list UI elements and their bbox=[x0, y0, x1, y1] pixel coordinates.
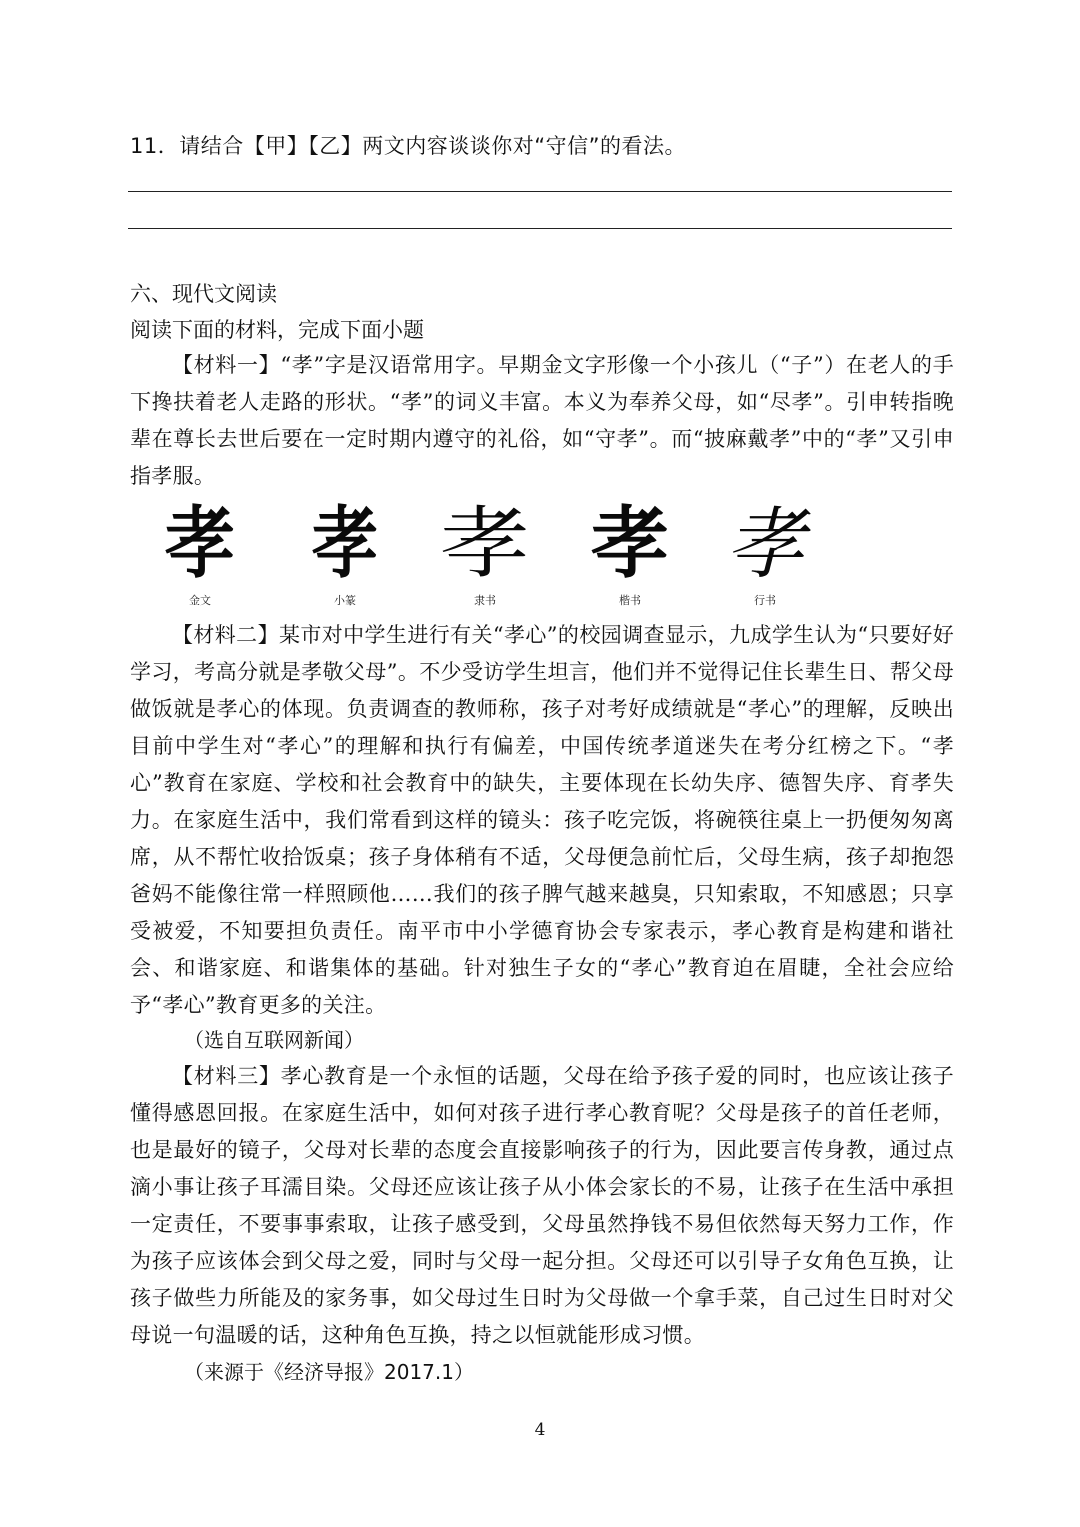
section-title: 六、现代文阅读 bbox=[130, 282, 277, 306]
answer-line bbox=[128, 228, 952, 229]
glyph-jinwen-caption: 金文 bbox=[189, 594, 211, 607]
xiao-script-figure bbox=[140, 498, 804, 610]
material-2-tag: 【材料二】 bbox=[172, 623, 279, 647]
glyph-xiaozhuan-caption: 小篆 bbox=[334, 594, 356, 607]
material-3-paragraph bbox=[130, 1058, 954, 1354]
glyph-lishu bbox=[425, 498, 545, 608]
glyph-xingshu-caption: 行书 bbox=[754, 594, 776, 607]
glyph-xiaozhuan-char: 孝 bbox=[311, 499, 379, 589]
page-number: 4 bbox=[534, 1420, 546, 1440]
material-2-paragraph bbox=[130, 617, 954, 1024]
glyph-xingshu-char: 孝 bbox=[725, 500, 804, 588]
material-1-paragraph bbox=[130, 347, 954, 495]
glyph-jinwen bbox=[140, 498, 260, 608]
glyph-kaishu-char: 孝 bbox=[590, 498, 669, 589]
glyph-jinwen-char: 孝 bbox=[164, 498, 236, 589]
material-1-text: “孝”字是汉语常用字。早期金文字形像一个小孩儿（“子”）在老人的手下搀扶着老人走路的形状。“孝”的词义丰富。本义为奉养父母，如“尽孝”。引申转指晚辈在尊长去世后要在一定时期内遵守的礼俗，如“守孝”。而“披麻戴孝”中的“孝”又引申指孝服。 bbox=[130, 353, 955, 488]
glyph-xingshu bbox=[705, 498, 825, 608]
material-3-source: （来源于《经济导报》2017.1） bbox=[184, 1360, 474, 1384]
glyph-lishu-char: 孝 bbox=[440, 500, 530, 587]
glyph-kaishu bbox=[570, 498, 690, 608]
glyph-xiaozhuan bbox=[285, 498, 405, 608]
section-instruction: 阅读下面的材料，完成下面小题 bbox=[130, 318, 424, 342]
material-1-tag: 【材料一】 bbox=[172, 353, 281, 377]
material-2-text: 某市对中学生进行有关“孝心”的校园调查显示，九成学生认为“只要好好学习，考高分就是孝敬父母”。不少受访学生坦言，他们并不觉得记住长辈生日、帮父母做饭就是孝心的体现。负责调查的教师称，孩子对考好成绩就是“孝心”的理解，反映出目前中学生对“孝心”的理解和执行有偏差，中国传统孝道迷失在考分红榜之下。“孝心”教育在家庭、学校和社会教育中的缺失，主要体现在长幼失序、德智失序、育孝失力。在家庭生活中，我们常看到这样的镜头：孩子吃完饭，将碗筷往桌上一扔便匆匆离席，从不帮忙收拾饭桌；孩子身体稍有不适，父母便急前忙后，父母生病，孩子却抱怨爸妈不能像往常一样照顾他……我们的孩子脾气越来越臭，只知索取，不知感恩；只享受被爱，不知要担负责任。南平市中小学德育协会专家表示，孝心教育是构建和谐社会、和谐家庭、和谐集体的基础。针对独生子女的“孝心”教育迫在眉睫，全社会应给予“孝心”教育更多的关注。 bbox=[130, 623, 955, 1017]
material-3-text: 孝心教育是一个永恒的话题，父母在给予孩子爱的同时，也应该让孩子懂得感恩回报。在家庭生活中，如何对孩子进行孝心教育呢？父母是孩子的首任老师，也是最好的镜子，父母对长辈的态度会直接影响孩子的行为，因此要言传身教，通过点滴小事让孩子耳濡目染。父母还应该让孩子从小体会家长的不易，让孩子在生活中承担一定责任，不要事事索取，让孩子感受到，父母虽然挣钱不易但依然每天努力工作，作为孩子应该体会到父母之爱，同时与父母一起分担。父母还可以引导子女角色互换，让孩子做些力所能及的家务事，如父母过生日时为父母做一个拿手菜，自己过生日时对父母说一句温暖的话，这种角色互换，持之以恒就能形成习惯。 bbox=[130, 1064, 954, 1347]
question-11: 11．请结合【甲】【乙】两文内容谈谈你对“守信”的看法。 bbox=[130, 134, 686, 158]
material-3-tag: 【材料三】 bbox=[172, 1064, 281, 1088]
answer-line bbox=[128, 191, 952, 192]
glyph-lishu-caption: 隶书 bbox=[474, 594, 496, 607]
material-2-source: （选自互联网新闻） bbox=[184, 1028, 364, 1052]
glyph-kaishu-caption: 楷书 bbox=[619, 594, 641, 607]
